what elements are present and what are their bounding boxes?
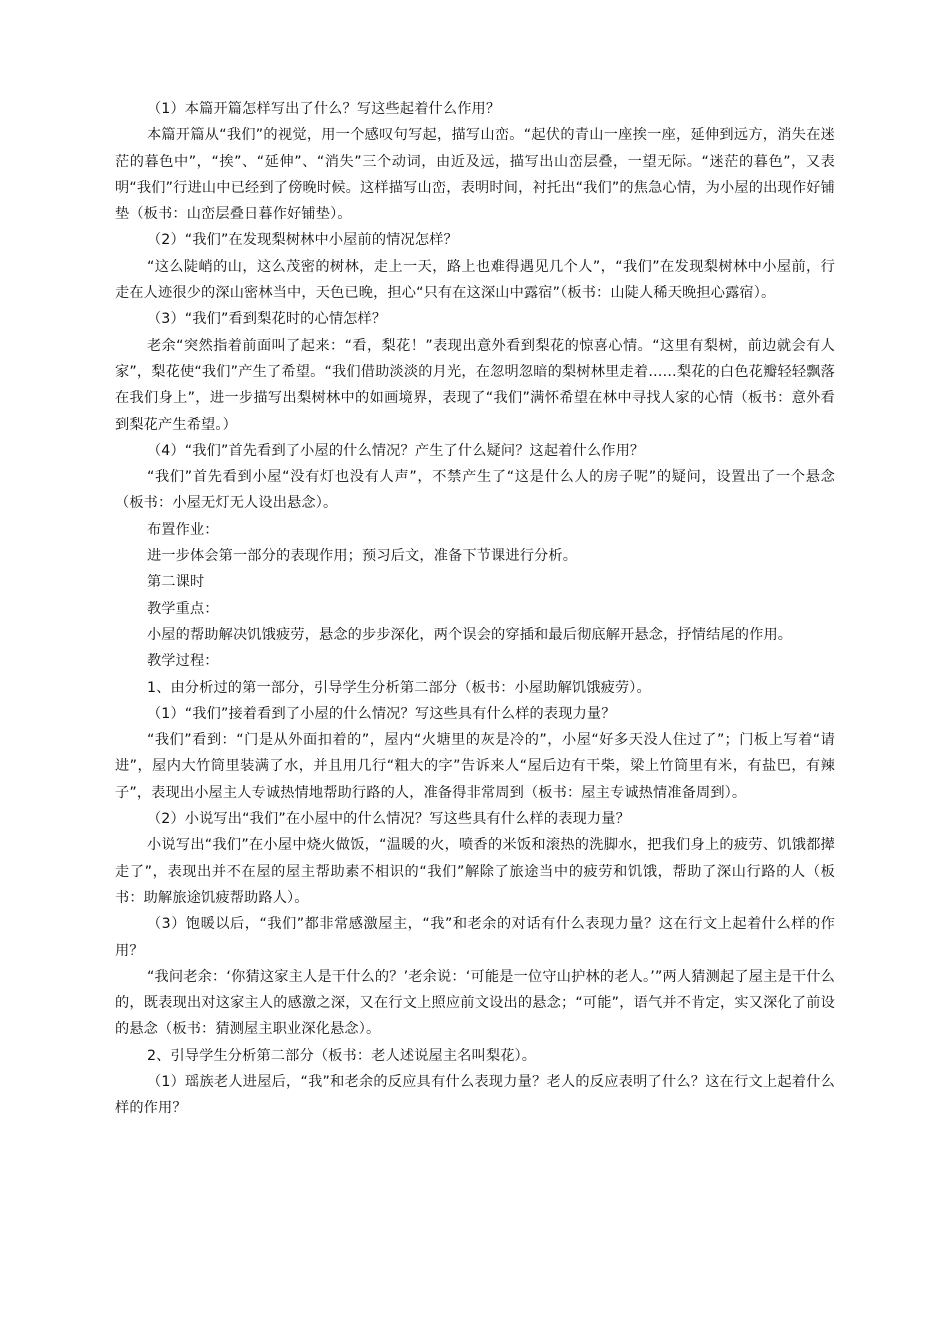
paragraph: 本篇开篇从“我们”的视觉，用一个感叹句写起，描写山峦。“起伏的青山一座挨一座，延伸到远方，消失在迷茫的暮色中”，“挨”、“延伸”、“消失”三个动词，由近及远，描写出山峦层叠，一望无际。“迷茫的暮色”，又表明“我们”行进山中已经到了傍晚时候。这样描写山峦，表明时间，衬托出“我们”的焦急心情，为小屋的出现作好铺垫（板书：山峦层叠日暮作好铺垫）。 bbox=[115, 127, 835, 223]
paragraph: （1）本篇开篇怎样写出了什么？写这些起着什么作用？ bbox=[146, 101, 501, 117]
paragraph: 教学过程： bbox=[146, 653, 219, 670]
paragraph: （1）“我们”接着看到了小屋的什么情况？写这些具有什么样的表现力量？ bbox=[146, 705, 616, 722]
paragraph: 老余“突然指着前面叫了起来：“看，梨花！”表现出意外看到梨花的惊喜心情。“这里有梨树，前边就会有人家”，梨花使“我们”产生了希望。“我们借助淡淡的月光，在忽明忽暗的梨树林里走着……梨花的白色花瓣轻轻飘落在我们身上”，进一步描写出梨树林中的如画境界，表现了“我们”满怀希望在林中寻找人家的心情（板书：意外看到梨花产生希望。） bbox=[115, 337, 835, 433]
paragraph: 2、引导学生分析第二部分（板书：老人述说屋主名叫梨花）。 bbox=[146, 1047, 537, 1064]
paragraph: （2）小说写出“我们”在小屋中的什么情况？写这些具有什么样的表现力量？ bbox=[146, 811, 630, 828]
paragraph: “这么陡峭的山，这么茂密的树林，走上一天，路上也难得遇见几个人”，“我们”在发现梨树林中小屋前，行走在人迹很少的深山密林当中，天色已晚，担心“只有在这深山中露宿”（板书：山陡人稀天晚担心露宿）。 bbox=[115, 258, 835, 302]
paragraph: （3）“我们”看到梨花时的心情怎样？ bbox=[146, 311, 387, 328]
paragraph: （1）瑶族老人进屋后，“我”和老余的反应具有什么表现力量？老人的反应表明了什么？这在行文上起着什么样的作用？ bbox=[115, 1073, 835, 1117]
paragraph: 布置作业： bbox=[146, 521, 219, 538]
paragraph: （3）饱暖以后，“我们”都非常感激屋主，“我”和老余的对话有什么表现力量？这在行文上起着什么样的作用？ bbox=[115, 916, 835, 959]
paragraph: “我们”首先看到小屋“没有灯也没有人声”，不禁产生了“这是什么人的房子呢”的疑问，设置出了一个悬念（板书：小屋无灯无人设出悬念）。 bbox=[115, 469, 835, 512]
document-page bbox=[115, 96, 835, 1122]
paragraph: （2）“我们”在发现梨树林中小屋前的情况怎样？ bbox=[146, 232, 458, 249]
paragraph: “我们”看到：“门是从外面扣着的”，屋内“火塘里的灰是冷的”，小屋“好多天没人住过了”；门板上写着“请进”，屋内大竹筒里装满了水，并且用几行“粗大的字”告诉来人“屋后边有干柴，梁上竹筒里有米，有盐巴，有辣子”，表现出小屋主人专诚热情地帮助行路的人，准备得非常周到（板书：屋主专诚热情准备周到）。 bbox=[115, 732, 835, 801]
paragraph: 小说写出“我们”在小屋中烧火做饭，“温暖的火，喷香的米饭和滚热的洗脚水，把我们身上的疲劳、饥饿都撵走了”，表现出并不在屋的屋主帮助素不相识的“我们”解除了旅途当中的疲劳和饥饿，帮助了深山行路的人（板书：助解旅途饥疲帮助路人）。 bbox=[115, 837, 835, 906]
paragraph: 教学重点： bbox=[146, 600, 219, 617]
paragraph: 进一步体会第一部分的表现作用；预习后文，准备下节课进行分析。 bbox=[146, 548, 578, 565]
paragraph: （4）“我们”首先看到了小屋的什么情况？产生了什么疑问？这起着什么作用？ bbox=[146, 442, 645, 459]
paragraph: 小屋的帮助解决饥饿疲劳，悬念的步步深化，两个误会的穿插和最后彻底解开悬念，抒情结尾的作用。 bbox=[146, 626, 793, 643]
paragraph: “我问老余：‘你猜这家主人是干什么的？’老余说：‘可能是一位守山护林的老人。’”两人猜测起了屋主是干什么的，既表现出对这家主人的感激之深，又在行文上照应前文设出的悬念；“可能”，语气并不肯定，实又深化了前设的悬念（板书：猜测屋主职业深化悬念）。 bbox=[115, 968, 835, 1038]
paragraph: 第二课时 bbox=[146, 574, 205, 591]
paragraph: 1、由分析过的第一部分，引导学生分析第二部分（板书：小屋助解饥饿疲劳）。 bbox=[146, 679, 651, 696]
